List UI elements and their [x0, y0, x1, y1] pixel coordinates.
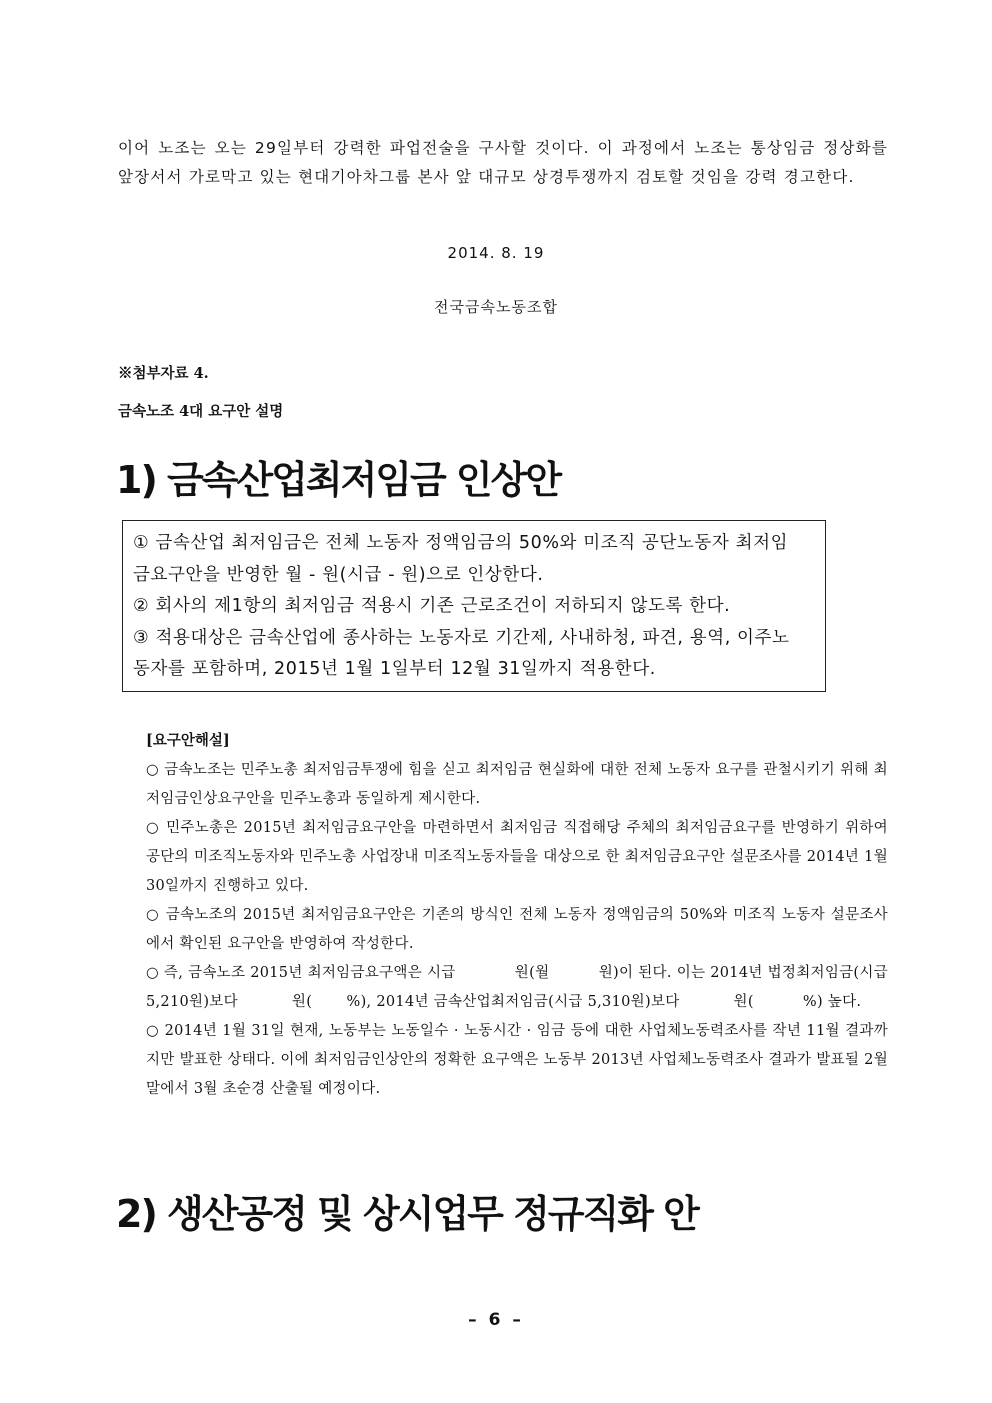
analysis-paragraph: ○ 금속노조는 민주노총 최저임금투쟁에 힘을 싣고 최저임금 현실화에 대한 전체 노동자 요구를 관철시키기 위해 최저임금인상요구안을 민주노총과 동일하게 제시한다. — [146, 762, 888, 807]
analysis-label: [요구안해설] — [146, 732, 230, 749]
demand-line: 동자를 포함하며, 2015년 1월 1일부터 12월 31일까지 적용한다. — [133, 659, 656, 679]
analysis-paragraph: ○ 2014년 1월 31일 현재, 노동부는 노동일수 · 노동시간 · 임금 등에 대한 사업체노동력조사를 작년 11월 결과까지만 발표한 상태다. 이에 최저임금인상안의 정확한 요구액은 노동부 2013년 사업체노동력조사 결과가 발표될 2월말에서 3월 초순경 산출될 예정이다. — [146, 1023, 888, 1097]
demand-analysis — [146, 728, 893, 1104]
section1-title: 1) 금속산업최저임금 인상안 — [116, 458, 561, 502]
analysis-paragraph: ○ 민주노총은 2015년 최저임금요구안을 마련하면서 최저임금 직접해당 주체의 최저임금요구를 반영하기 위하여 공단의 미조직노동자와 민주노총 사업장내 미조직노동자들을 대상으로 한 최저임금요구안 설문조사를 2014년 1월 30일까지 진행하고 있다. — [146, 820, 888, 894]
attachment-description: 금속노조 4대 요구안 설명 — [118, 403, 284, 420]
section2-title: 2) 생산공정 및 상시업무 정규직화 안 — [116, 1192, 698, 1236]
page-number: – 6 – — [468, 1310, 524, 1330]
attachment-label: ※첨부자료 4. — [118, 365, 209, 382]
demand-box — [122, 520, 826, 692]
demand-line: 금요구안을 반영한 월 - 원(시급 - 원)으로 인상한다. — [133, 564, 544, 585]
analysis-paragraph: ○ 즉, 금속노조 2015년 최저임금요구액은 시급 원(월 원)이 된다. 이는 2014년 법정최저임금(시급 5,210원)보다 원( %), 2014년 금속산업최저임금(시급 5,310원)보다 원( %) 높다. — [146, 965, 893, 1010]
demand-line: ② 회사의 제1항의 최저임금 적용시 기존 근로조건이 저하되지 않도록 한다. — [133, 596, 731, 616]
intro-paragraph: 이어 노조는 오는 29일부터 강력한 파업전술을 구사할 것이다. 이 과정에서 노조는 통상임금 정상화를 앞장서서 가로막고 있는 현대기아차그룹 본사 앞 대규모 상경투쟁까지 검토할 것임을 강력 경고한다. — [118, 139, 888, 186]
analysis-paragraph: ○ 금속노조의 2015년 최저임금요구안은 기존의 방식인 전체 노동자 정액임금의 50%와 미조직 노동자 설문조사에서 확인된 요구안을 반영하여 작성한다. — [146, 907, 888, 952]
organization-name: 전국금속노동조합 — [434, 298, 558, 316]
document-date: 2014. 8. 19 — [447, 244, 545, 262]
demand-line: ③ 적용대상은 금속산업에 종사하는 노동자로 기간제, 사내하청, 파견, 용역, 이주노 — [133, 627, 790, 648]
demand-line: ① 금속산업 최저임금은 전체 노동자 정액임금의 50%와 미조직 공단노동자 최저임 — [133, 533, 789, 553]
